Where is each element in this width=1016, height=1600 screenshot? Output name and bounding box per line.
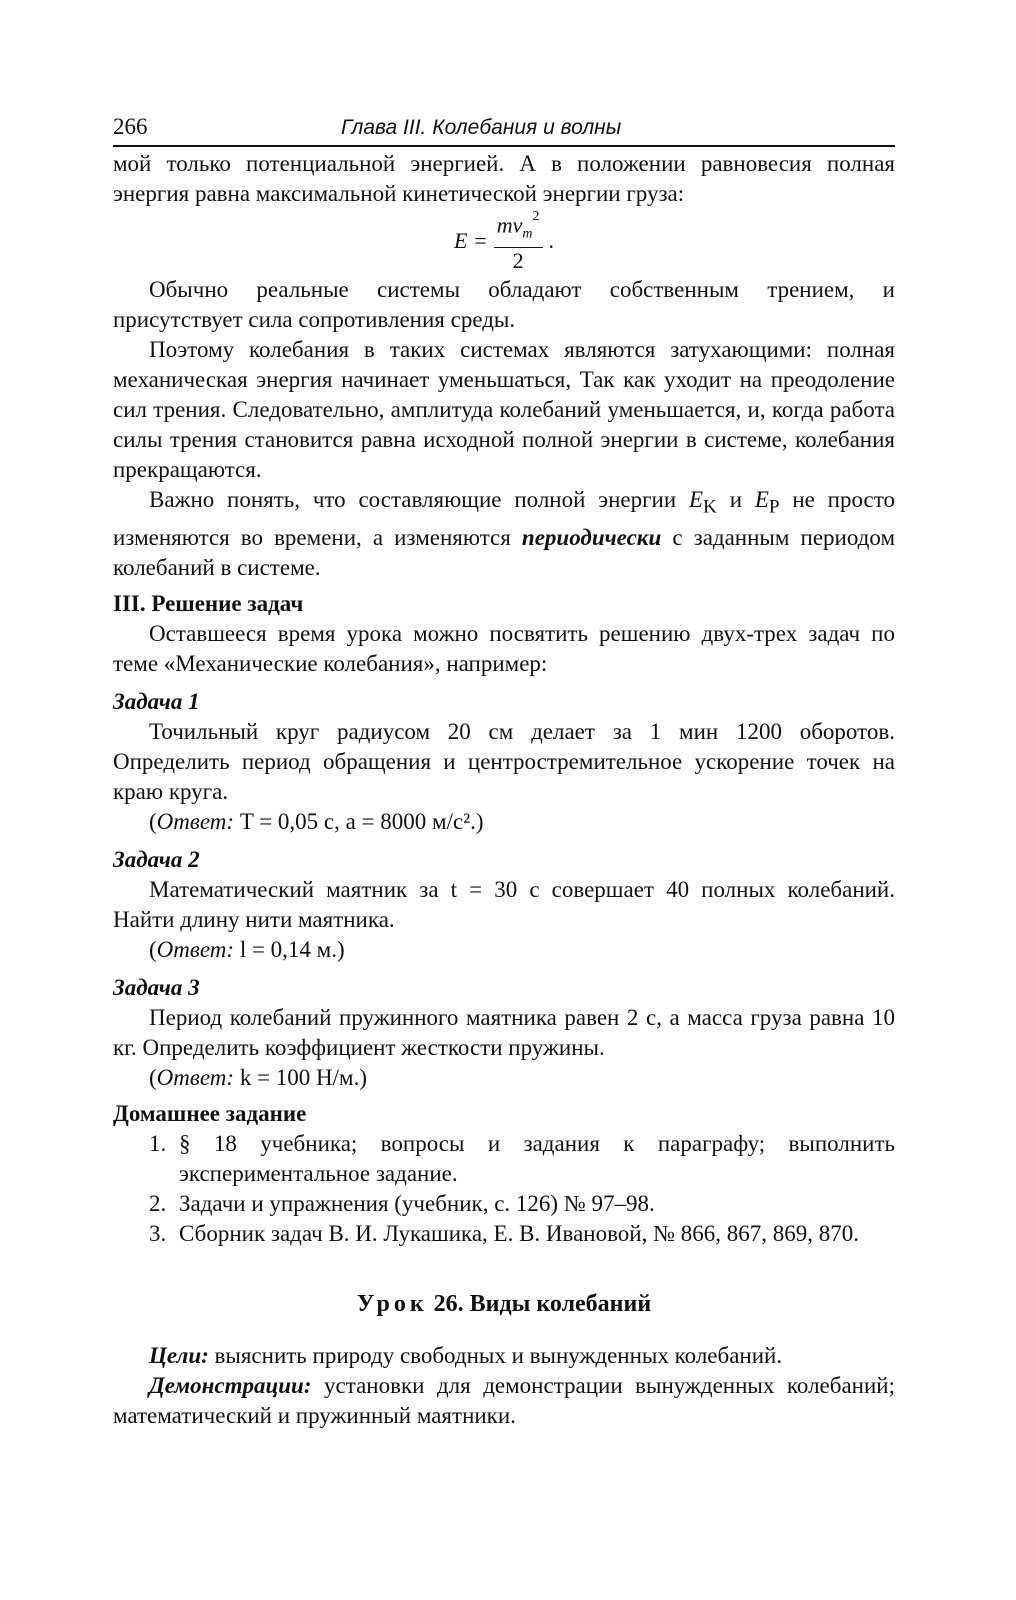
p3-text-a: Важно понять, что составляющие полной энергии — [149, 487, 689, 512]
formula-num-sup: 2 — [532, 208, 540, 224]
formula-fraction — [494, 208, 543, 275]
homework-item-number: 1. — [149, 1130, 167, 1156]
section-intro: Оставшееся время урока можно посвятить решению двух-трех задач по теме «Механические колебания», например: — [113, 620, 895, 676]
answer-value: k = 100 Н/м.) — [239, 1064, 367, 1090]
formula-num-sub: m — [522, 226, 533, 242]
paragraph-damping: Поэтому колебания в таких системах являются затухающими: полная механическая энергия начинает уменьшаться, Так как уходит на преодоление сил трения. Следовательно, амплитуда колебаний уменьшается, и, когда работа силы трения становится равна исходной полной энергии в системе, колебания прекращаются. — [113, 337, 895, 482]
formula-tail: . — [548, 228, 555, 253]
demo-label: Демонстрации: — [149, 1372, 312, 1398]
ep-symbol: E — [754, 487, 769, 512]
paragraph-periodic — [113, 485, 895, 583]
ek-subscript: K — [703, 496, 717, 518]
running-head — [113, 112, 895, 147]
answer-value: T = 0,05 с, a = 8000 м/с².) — [239, 808, 484, 834]
task-1-text: Точильный круг радиусом 20 см делает за 1 мин 1200 оборотов. Определить период обращения и центростремительное ускорение точек на краю круга. — [113, 718, 895, 804]
answer-label: Ответ: — [156, 936, 235, 962]
goals-label: Цели: — [149, 1342, 209, 1368]
task-2-text: Математический маятник за t = 30 с совершает 40 полных колебаний. Найти длину нити маятника. — [113, 876, 895, 932]
emphasis-periodic: периодически — [521, 524, 662, 550]
demo-text: установки для демонстрации вынужденных колебаний; математический и пружинный маятники. — [113, 1372, 895, 1428]
task-1-answer: (Ответ: T = 0,05 с, a = 8000 м/с².) — [149, 808, 484, 834]
task-3-text: Период колебаний пружинного маятника равен 2 с, а масса груза равна 10 кг. Определить коэффициент жесткости пружины. — [113, 1004, 895, 1060]
formula-denominator: 2 — [512, 248, 524, 274]
homework-item — [113, 1189, 895, 1219]
lesson-demonstrations — [113, 1371, 895, 1431]
formula-numerator — [494, 208, 543, 249]
paragraph-friction: Обычно реальные системы обладают собственным трением, и присутствует сила сопротивления среды. — [113, 277, 895, 332]
answer-value: l = 0,14 м.) — [239, 936, 345, 962]
task-2-answer: (Ответ: l = 0,14 м.) — [149, 936, 345, 962]
task-2-title: Задача 2 — [113, 846, 200, 872]
lesson-title-rest: 26. Виды колебаний — [427, 1290, 652, 1317]
page-number: 266 — [113, 114, 148, 139]
homework-item-number: 3. — [149, 1220, 167, 1246]
formula-lhs: E = — [453, 228, 488, 253]
formula-num-main: mv — [496, 211, 523, 237]
ek-symbol: E — [688, 487, 704, 512]
homework-item-number: 2. — [149, 1190, 167, 1216]
task-3-title: Задача 3 — [113, 974, 200, 1000]
lesson-word: Урок — [356, 1290, 428, 1317]
homework-item-text: Задачи и упражнения (учебник, с. 126) № 97–98. — [179, 1190, 655, 1216]
p3-and: и — [716, 487, 755, 512]
section-heading-problems: III. Решение задач — [113, 590, 304, 616]
intro-text: мой только потенциальной энергией. А в положении равновесия полная энергия равна максимальной кинетической энергии груза: — [113, 151, 895, 206]
answer-label: Ответ: — [156, 1064, 235, 1090]
ep-subscript: P — [768, 496, 780, 518]
homework-item-text: Сборник задач В. И. Лукашика, Е. В. Ивановой, № 866, 867, 869, 870. — [179, 1220, 860, 1246]
task-3-answer: (Ответ: k = 100 Н/м.) — [149, 1064, 367, 1090]
p3-text-c: с заданным периодом колебаний в системе. — [113, 524, 895, 580]
task-1-title: Задача 1 — [113, 688, 200, 714]
homework-item — [113, 1219, 895, 1249]
homework-heading: Домашнее задание — [113, 1100, 307, 1126]
homework-item-text: § 18 учебника; вопросы и задания к параграфу; выполнить экспериментальное задание. — [179, 1130, 895, 1186]
book-page — [113, 112, 895, 1431]
energy-formula — [113, 209, 895, 273]
answer-label: Ответ: — [156, 808, 235, 834]
lesson-title — [113, 1289, 895, 1319]
chapter-title: Глава III. Колебания и волны — [341, 116, 622, 139]
lesson-goals — [113, 1341, 895, 1371]
homework-list — [113, 1129, 895, 1249]
goals-text: выяснить природу свободных и вынужденных колебаний. — [208, 1342, 783, 1368]
homework-item — [113, 1129, 895, 1189]
p3-text-b: не просто изменяются во времени, а изменяются — [113, 487, 895, 550]
